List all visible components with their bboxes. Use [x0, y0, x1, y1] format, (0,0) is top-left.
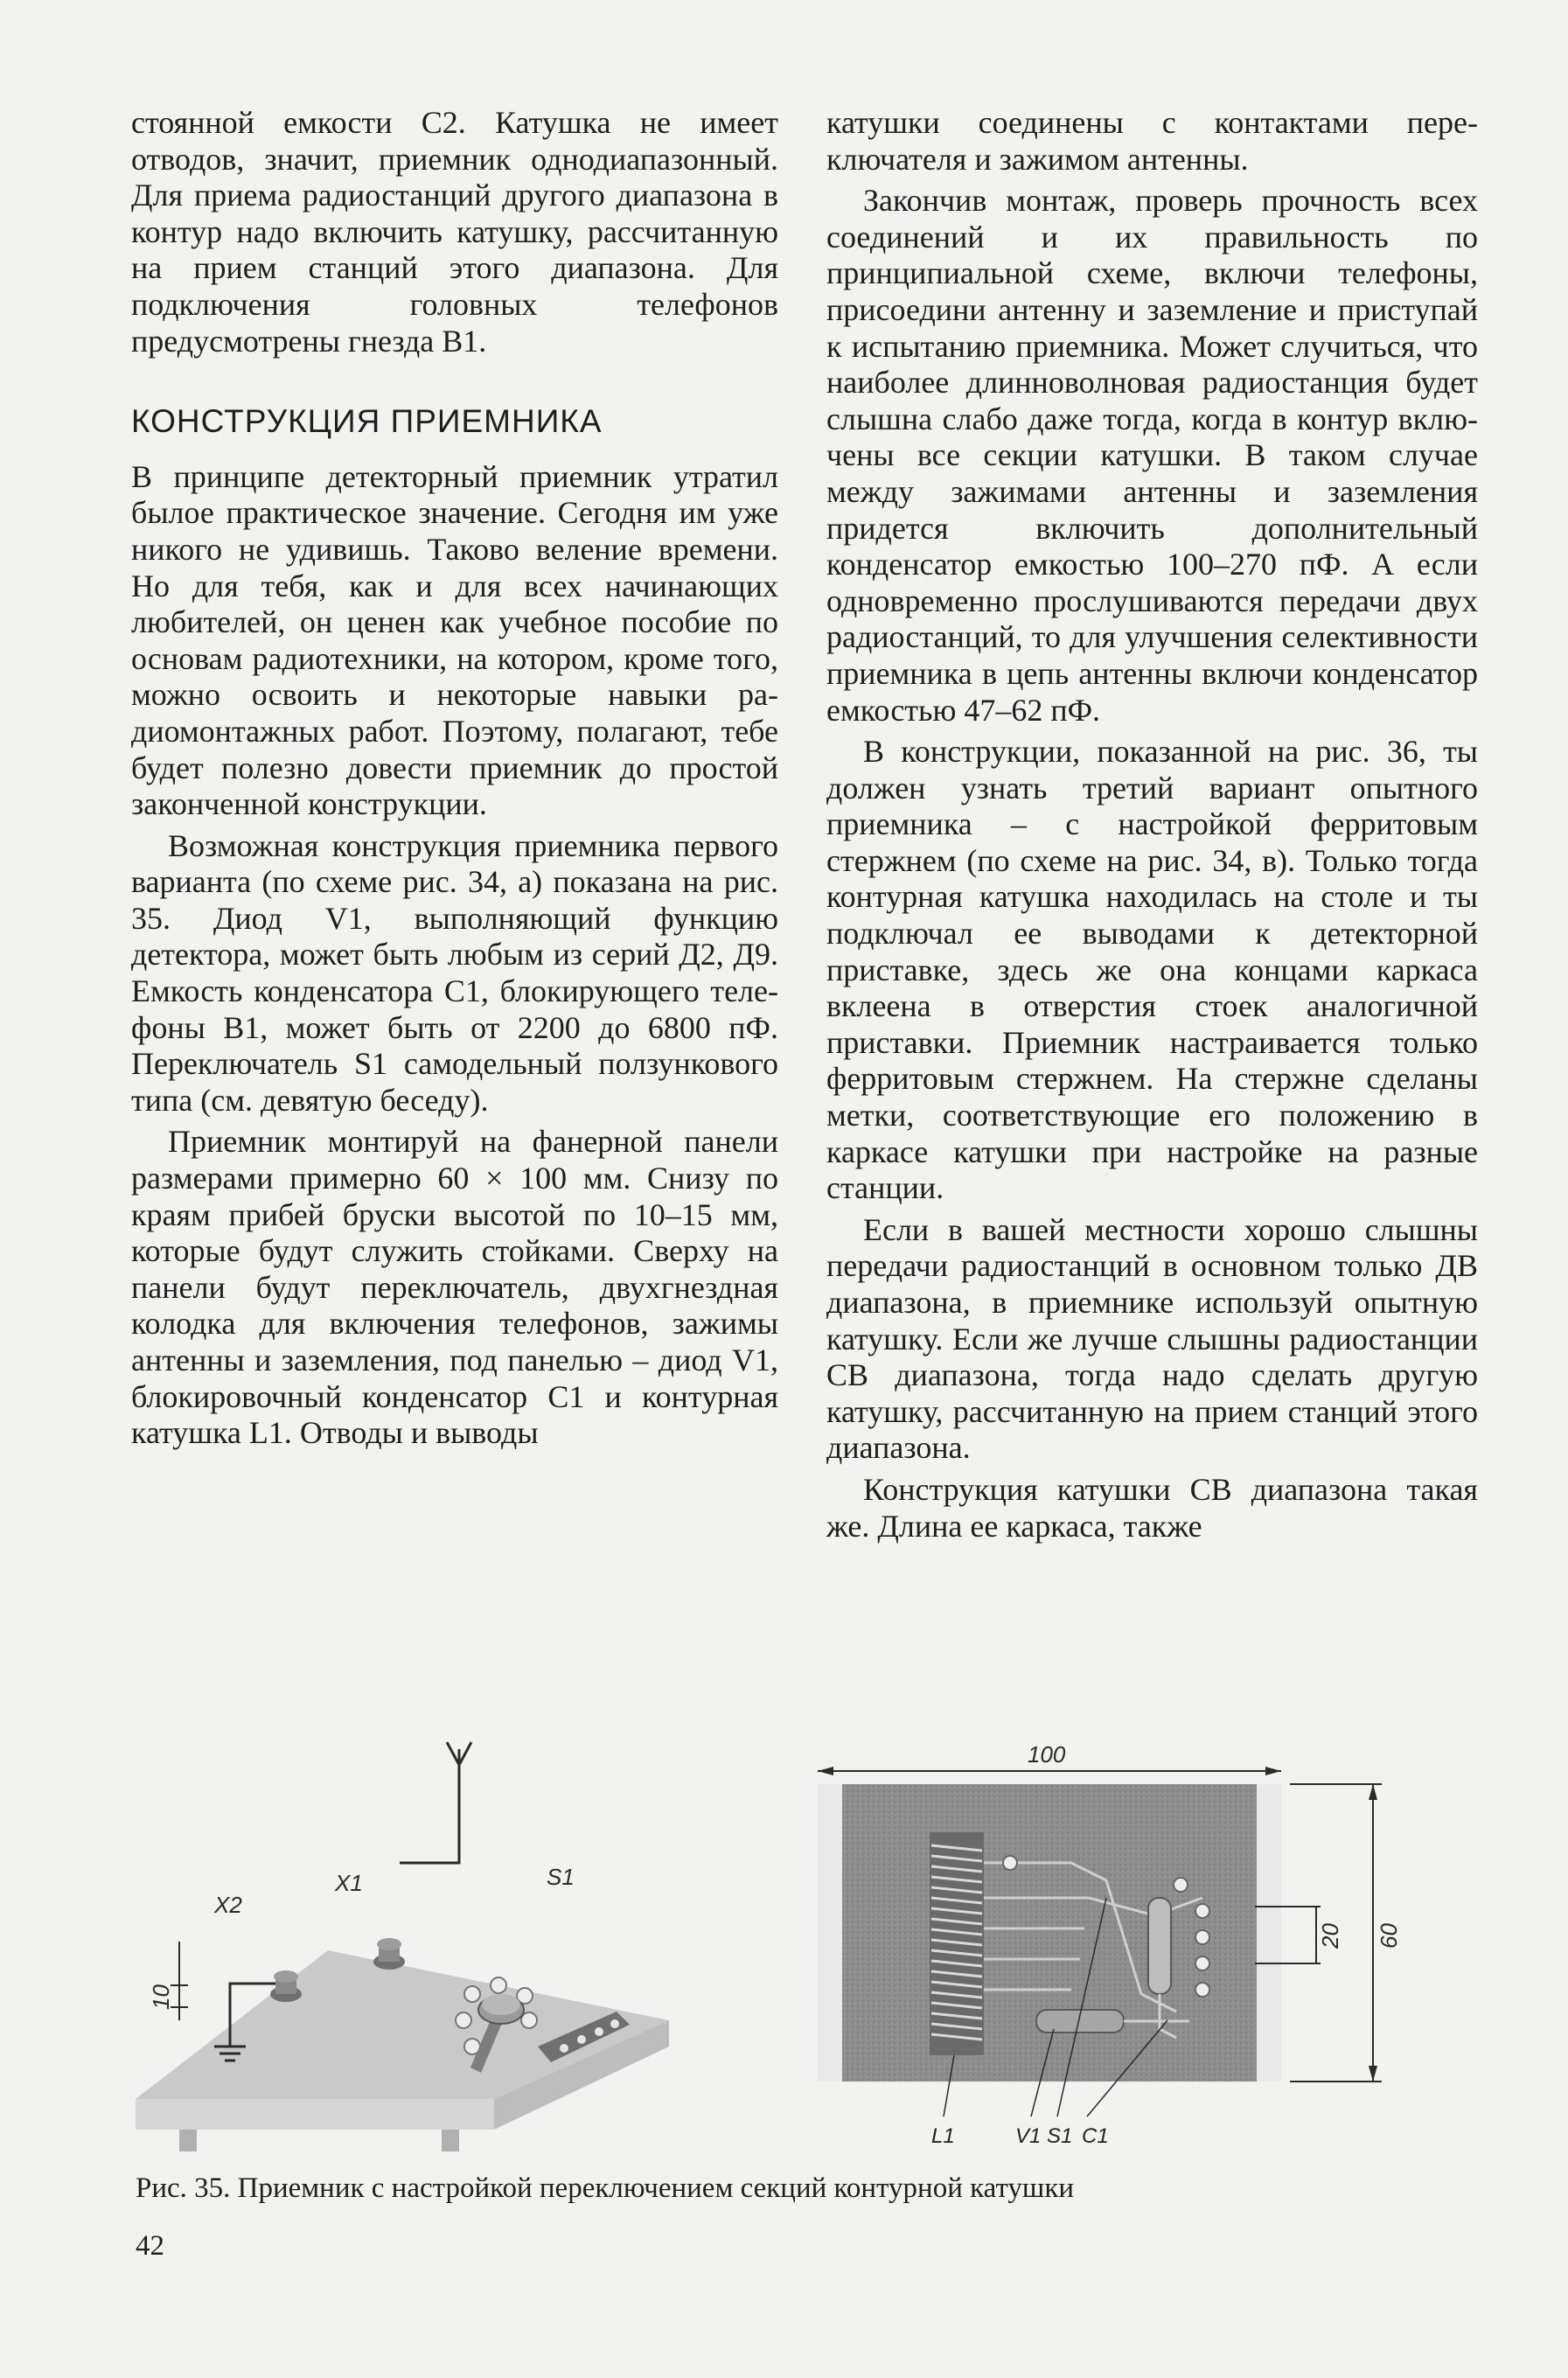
left-paragraph-3: Приемник монтируй на фанерной панели размерами примерно 60 × 100 мм. Снизу по краям прибей бруски высотой по 10–15 мм, которые будут служить стойками. Сверху на панели будут переключатель, двухгнездная колодка для включения телефонов, зажимы антенны и заземления, под панелью – диод V1, блокировочный конденсатор С1 и контурная катушка L1. Отводы и выводы: [131, 1124, 778, 1451]
perspective-drawing: [136, 1742, 669, 2151]
right-paragraph-2: Закончив монтаж, проверь прочность всех соединений и их правильность по принципиальной схеме, включи телефоны, присоедини антенну и заземление и приступай к испытанию приемника. Может случиться, что наиболее длинноволновая радиостанция будет слышна слабо даже тогда, когда в контур включены все секции катушки. В таком случае между зажимами антенны и заземления придется включить дополнительный конденсатор емкостью 100–270 пФ. А если одновременно прослушиваются передачи двух радиостанций, то для улучшения селективности приемника в цепь антенны включи конденсатор емкостью 47–62 пФ.: [826, 183, 1478, 728]
antenna-lead: [400, 1749, 459, 1863]
plan-view: [818, 1741, 1402, 2148]
label-height-10: 10: [148, 1984, 174, 2010]
left-column: [131, 105, 778, 1452]
right-paragraph-5: Конструкция катушки СВ диапазона такая же. Длина ее каркаса, также: [826, 1471, 1478, 1544]
board-leg-right: [442, 2130, 459, 2151]
label-height-60: 60: [1376, 1923, 1402, 1949]
label-height-20: 20: [1317, 1923, 1343, 1949]
plan-right-rail: [1257, 1784, 1281, 2082]
plan-left-rail: [818, 1784, 842, 2082]
label-s1-perspective: S1: [547, 1864, 575, 1890]
right-paragraph-1: катушки соединены с контактами переключателя и зажимом антенны.: [826, 105, 1478, 177]
label-c1: C1: [1082, 2124, 1109, 2148]
label-v1: V1: [1015, 2124, 1042, 2148]
left-intro-paragraph: стоянной емкости С2. Катушка не имеет отводов, значит, приемник однодиапазонный. Для приема радиостанций другого диапазона в контур надо включить катушку, рассчитанную на прием станций этого диапазона. Для подключения головных телефонов предусмотрены гнезда В1.: [131, 105, 778, 359]
label-width-100: 100: [1028, 1741, 1066, 1768]
label-s1-plan: S1: [1047, 2124, 1073, 2148]
right-paragraph-4: Если в вашей местности хорошо слышны передачи радиостанций в основном только ДВ диапазона, в приемнике используй опытную катушку. Если же лучше слышны радиостанции СВ диапазона, тогда надо сделать другую катушку, рассчитанную на прием станций этого диапазона.: [826, 1211, 1478, 1466]
figure-35: [127, 1732, 1465, 2169]
left-paragraph-2: Возможная конструкция приемника первого варианта (по схеме рис. 34, а) показана на рис. 35. Диод V1, выполняющий функцию детектора, может быть любым из серий Д2, Д9. Емкость конденсатора С1, блокирующего телефоны В1, может быть от 2200 до 6800 пФ. Переключатель S1 самодельный ползункового типа (см. девятую беседу).: [131, 827, 778, 1118]
board-plan: [818, 1784, 1281, 2082]
right-column: [826, 105, 1478, 1545]
label-l1: L1: [931, 2124, 955, 2148]
figure-caption: Рис. 35. Приемник с настройкой переключением секций контурной катушки: [136, 2172, 1075, 2204]
coil-l1: [930, 1832, 984, 2055]
right-paragraph-3: В конструкции, показанной на рис. 36, ты должен узнать третий вариант опытного приемника – с настройкой ферритовым стержнем (по схеме на рис. 34, в). Только тогда контурная катушка находилась на столе и ты подключал ее выводами к детекторной приставке, здесь же она концами каркаса вклеена в отверстия стоек аналогичной приставки. Приемник настраивается только ферритовым стержнем. На стержне сделаны метки, соответствующие его положению в каркасе катушки при настройке на разные станции.: [826, 734, 1478, 1206]
label-x1: X1: [335, 1870, 363, 1896]
terminal-x1: [373, 1938, 405, 1970]
section-heading: КОНСТРУКЦИЯ ПРИЕМНИКА: [131, 403, 603, 440]
left-paragraph-1: В принципе детекторный приемник утратил былое практическое значение. Сегодня им уже никого не удивишь. Таково веление времени. Но для тебя, как и для всех начинающих любителей, он ценен как учебное пособие по основам радиотехники, на котором, кроме того, можно освоить и некоторые навыки радиомонтажных работ. Поэтому, полагают, тебе будет полезно довести приемник до простой законченной конструкции.: [131, 458, 778, 822]
board-leg-left: [179, 2130, 197, 2151]
board-front-edge: [136, 2099, 494, 2130]
page-number: 42: [136, 2230, 164, 2262]
figure-illustration: [127, 1732, 1465, 2169]
label-x2: X2: [214, 1892, 242, 1918]
